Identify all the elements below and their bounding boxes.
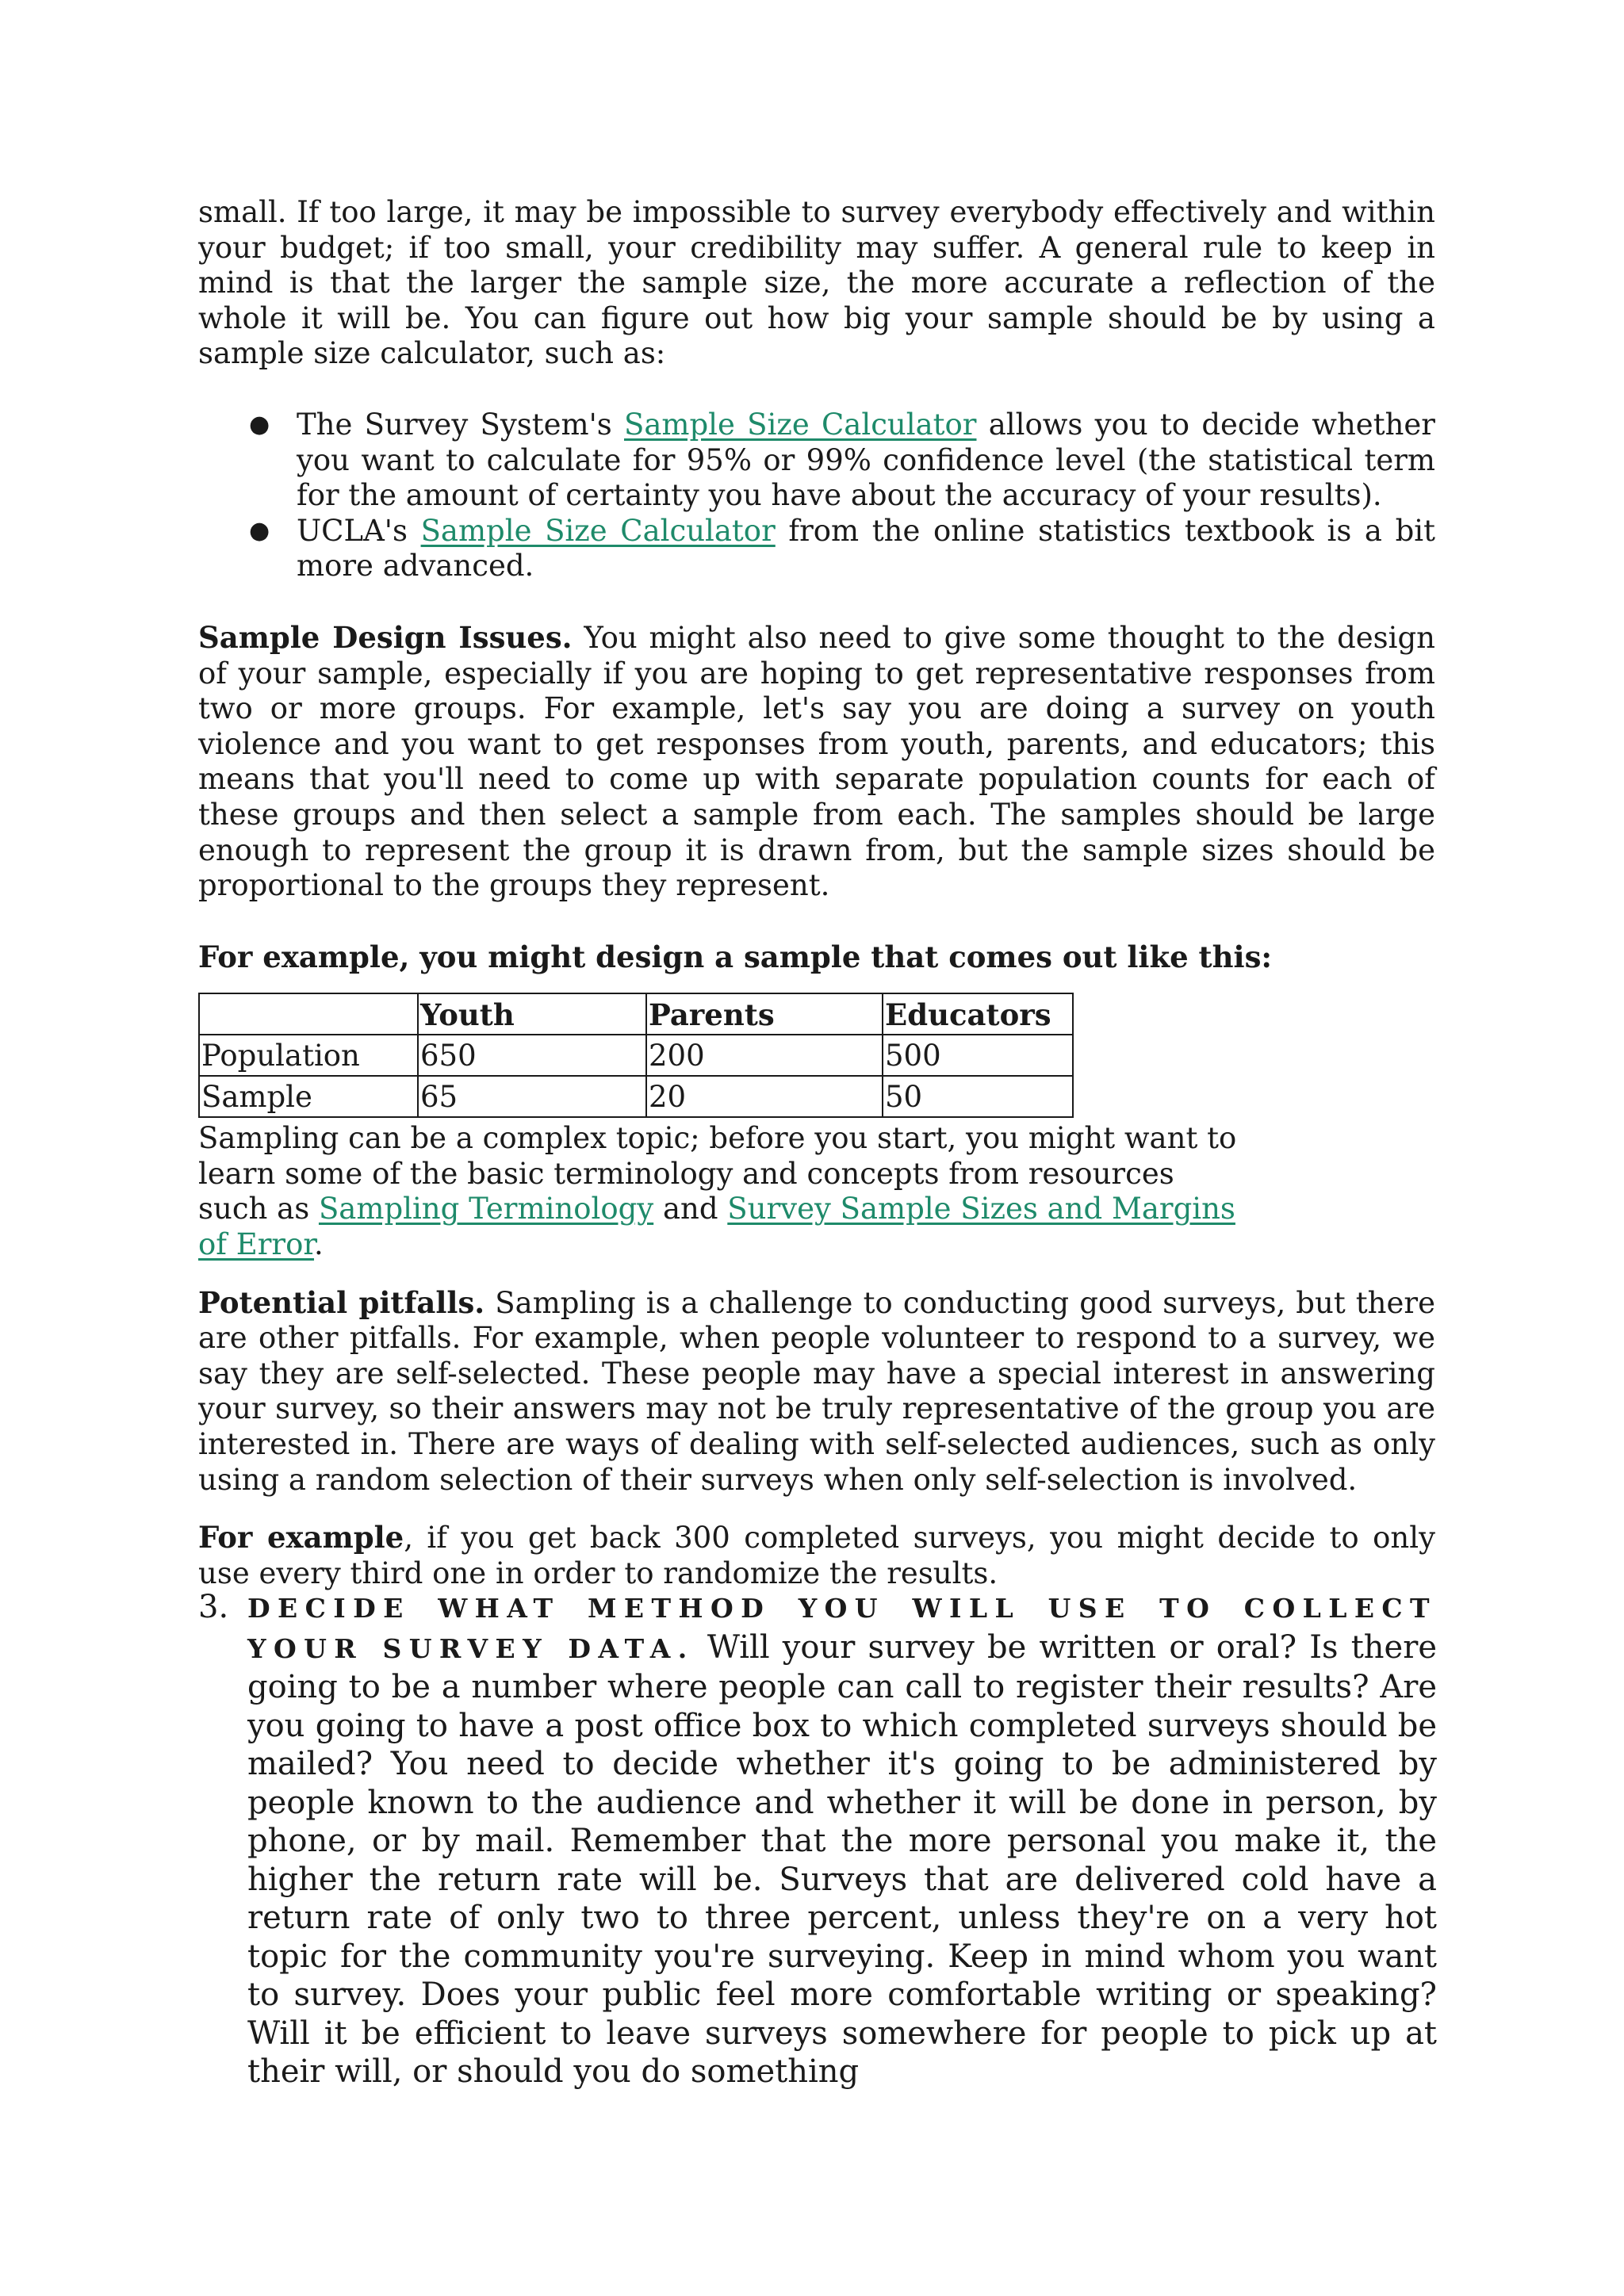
- step-3-text: DECIDE WHAT METHOD YOU WILL USE TO COLLECT YOUR SURVEY DATA. Will your survey be written or oral? Is there going to be a number where people can call to register their results? Are you going to have a post office box to which completed surveys should be mailed? You need to decide whether it's going to be administered by people known to the audience and whether it will be done in person, by phone, or by mail. Remember that the more personal you make it, the higher the return rate will be. Surveys that are delivered cold have a return rate of only two to three percent, unless they're on a very hot topic for the community you're surveying. Keep in mind whom you want to survey. Does your public feel more comfortable writing or speaking? Will it be efficient to leave surveys somewhere for people to pick up at their will, or should you do something: [247, 1593, 1438, 2090]
- table-cell: [199, 993, 418, 1035]
- table-cell: Sample: [199, 1076, 418, 1117]
- bullet-icon: ●: [249, 516, 270, 545]
- list-item: ● UCLA's Sample Size Calculator from the online statistics textbook is a bit more advanced.: [249, 513, 1435, 584]
- bullet-icon: ●: [249, 410, 270, 438]
- pitfalls-heading: Potential pitfalls.: [198, 1284, 485, 1320]
- table-header-cell: Parents: [646, 993, 883, 1035]
- sample-design-heading: Sample Design Issues.: [198, 619, 573, 655]
- table-row: [199, 1076, 1073, 1117]
- for-example-paragraph: For example, if you get back 300 completed surveys, you might decide to only use every third one in order to randomize the results.: [198, 1520, 1435, 1590]
- table-cell: Population: [199, 1035, 418, 1076]
- sample-design-paragraph: Sample Design Issues. You might also need to give some thought to the design of your sample, especially if you are hoping to get representative responses from two or more groups. For example, let's say you are doing a survey on youth violence and you want to get responses from youth, parents, and educators; this means that you'll need to come up with separate population counts for each of these groups and then select a sample from each. The samples should be large enough to represent the group it is drawn from, but the sample sizes should be proportional to the groups they represent.: [198, 619, 1435, 903]
- table-cell: 50: [883, 1076, 1073, 1117]
- sampling-note-paragraph: Sampling can be a complex topic; before you start, you might want to learn some of the basic terminology and concepts from resources such as Sampling Terminology and Survey Sample Sizes and Margins of Error.: [198, 1121, 1237, 1262]
- table-cell: 20: [646, 1076, 883, 1117]
- sampling-terminology-link[interactable]: Sampling Terminology: [318, 1192, 654, 1226]
- step-3-heading: DECIDE WHAT METHOD YOU WILL USE TO COLLECT YOUR SURVEY DATA.: [247, 1593, 1437, 1664]
- survey-system-calculator-link[interactable]: Sample Size Calculator: [624, 407, 977, 442]
- table-cell: 65: [418, 1076, 646, 1117]
- table-cell: 200: [646, 1035, 883, 1076]
- table-row: [199, 1035, 1073, 1076]
- table-cell: 650: [418, 1035, 646, 1076]
- sample-table: [198, 993, 1074, 1118]
- ucla-calculator-link[interactable]: Sample Size Calculator: [420, 513, 776, 548]
- pitfalls-paragraph: Potential pitfalls. Sampling is a challenge to conducting good surveys, but there are other pitfalls. For example, when people volunteer to respond to a survey, we say they are self-selected. These people may have a special interest in answering your survey, so their answers may not be truly representative of the group you are interested in. There are ways of dealing with self-selected audiences, such as only using a random selection of their surveys when only self-selection is involved.: [198, 1284, 1435, 1497]
- intro-paragraph: small. If too large, it may be impossible to survey everybody effectively and within your budget; if too small, your credibility may suffer. A general rule to keep in mind is that the larger the sample size, the more accurate a reflection of the whole it will be. You can figure out how big your sample should be by using a sample size calculator, such as:: [198, 195, 1435, 371]
- margins-of-error-link[interactable]: Survey Sample Sizes and Margins of Error: [198, 1192, 1235, 1262]
- table-header-cell: Youth: [418, 993, 646, 1035]
- list-item: ● The Survey System's Sample Size Calculator allows you to decide whether you want to calculate for 95% or 99% confidence level (the statistical term for the amount of certainty you have about the accuracy of your results).: [249, 407, 1435, 513]
- step-number: 3.: [198, 1589, 229, 1625]
- example-heading: For example, you might design a sample that comes out like this:: [198, 939, 1273, 974]
- table-header-row: [199, 993, 1073, 1035]
- table-cell: 500: [883, 1035, 1073, 1076]
- page-content: [198, 195, 1435, 1591]
- calculator-list: [198, 408, 1435, 584]
- table-header-cell: Educators: [883, 993, 1073, 1035]
- step-3: [198, 1588, 1437, 2091]
